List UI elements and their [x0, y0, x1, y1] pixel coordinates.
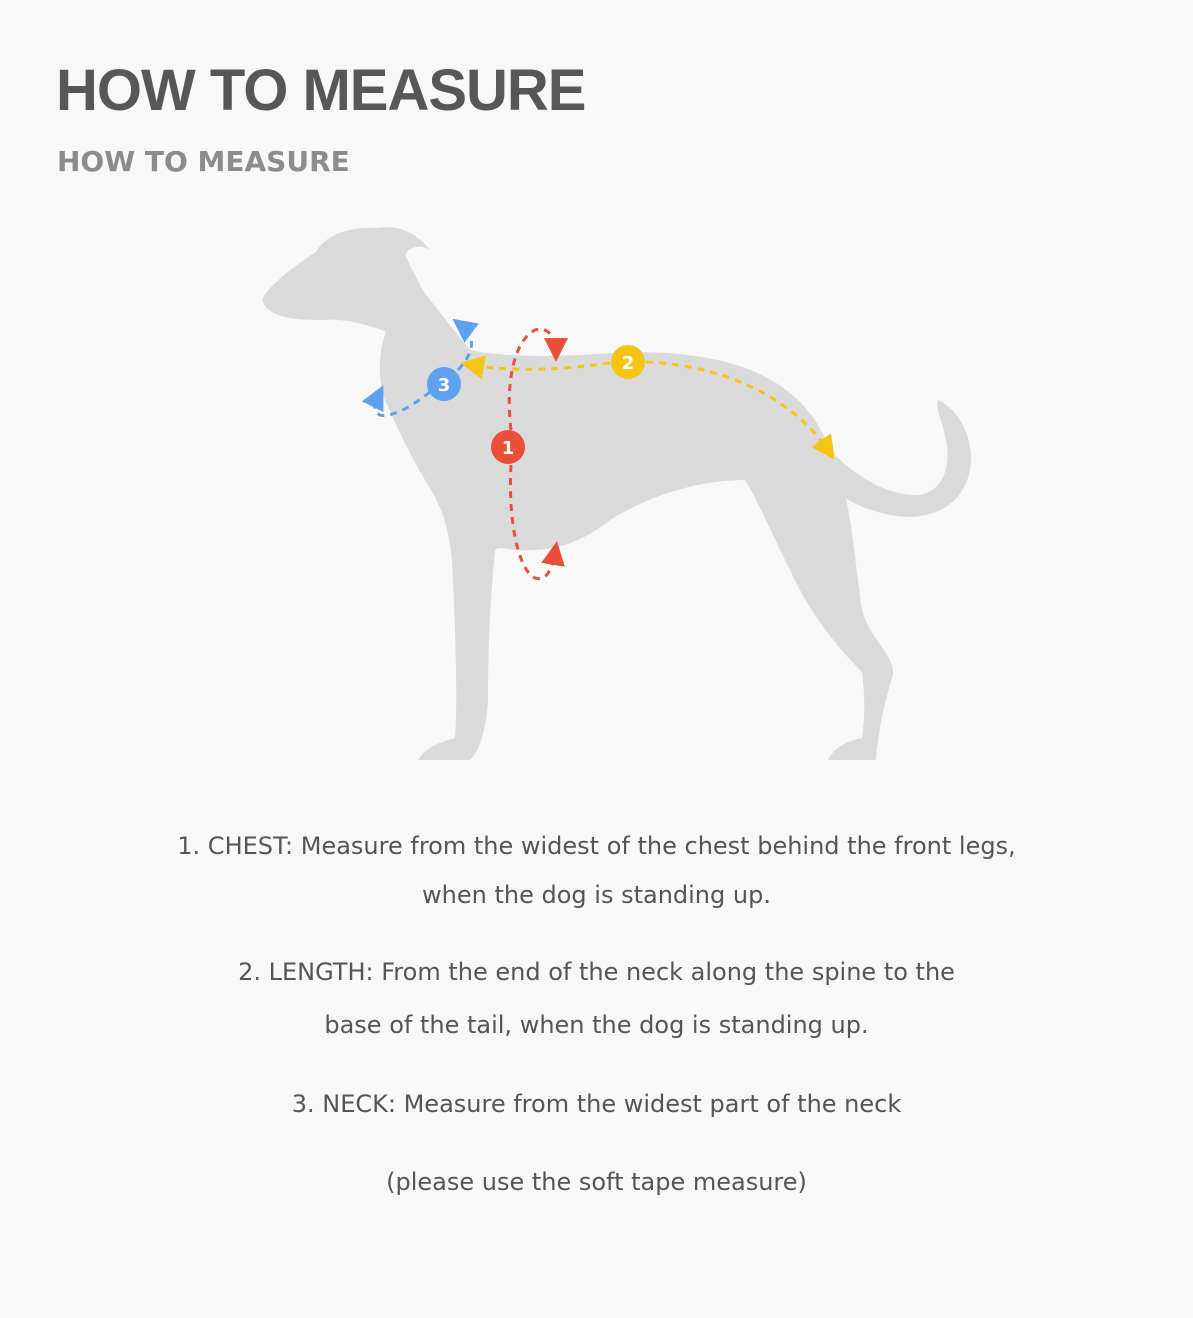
chest-instruction-line1: 1. CHEST: Measure from the widest of the chest behind the front legs, [177, 832, 1016, 860]
marker-chest-label: 1 [501, 438, 515, 459]
marker-length-label: 2 [621, 353, 635, 374]
marker-chest [491, 430, 525, 464]
page-subtitle: HOW TO MEASURE [57, 145, 350, 178]
length-instruction-line2: base of the tail, when the dog is standing up. [324, 1011, 869, 1039]
neck-instruction: 3. NECK: Measure from the widest part of the neck [291, 1090, 902, 1118]
chest-instruction-line2: when the dog is standing up. [422, 881, 771, 909]
marker-neck-label: 3 [437, 375, 451, 396]
dog-silhouette [262, 227, 971, 760]
marker-neck [427, 367, 461, 401]
tape-measure-note: (please use the soft tape measure) [386, 1168, 807, 1196]
page-title: HOW TO MEASURE [56, 58, 586, 123]
length-instruction-line1: 2. LENGTH: From the end of the neck along the spine to the [238, 958, 955, 986]
dog-tail [835, 400, 971, 517]
dog-body [380, 262, 893, 760]
dog-measurement-diagram [0, 200, 1193, 780]
marker-length [611, 345, 645, 379]
